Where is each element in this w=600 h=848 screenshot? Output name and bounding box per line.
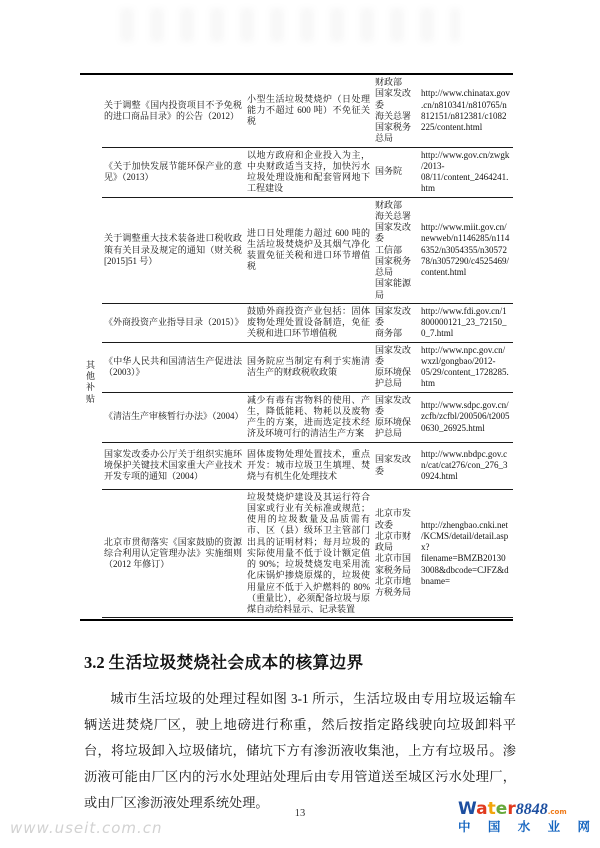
body-paragraph: 城市生活垃圾的处理过程如图 3-1 所示，生活垃圾由专用垃圾运输车辆送进焚烧厂区，驶上地磅进行称重，然后按指定路线驶向垃圾卸料平台，将垃圾卸入垃圾储坑，储坑下方有渗沥液收集池，上方有垃圾吊。渗沥液可能由厂区内的污水处理站处理后由专用管道送至城区污水处理厂，或由厂区渗沥液处理系统处理。 (84, 691, 516, 810)
policy-name-cell (102, 618, 245, 621)
policy-table-grid (80, 75, 513, 621)
section-number: 3.2 (84, 653, 105, 672)
agency-name: 国家能源局 (375, 278, 412, 300)
page-number: 13 (294, 808, 306, 819)
policy-name-cell: 国家发改委办公厅关于组织实施环境保护关键技术国家重大产业技术开发专项的通知（2004） (102, 442, 245, 489)
policy-name-cell: 《外商投资产业指导目录（2015）》 (102, 303, 245, 342)
policy-url-cell: http://www.chinatax.gov.cn/n810341/n810765/n812151/n812381/c1082225/content.html (419, 75, 513, 147)
agency-name: 北京市地方税务局 (375, 575, 412, 598)
table-row (80, 75, 513, 147)
agency-name: 国家发改委 (375, 305, 412, 327)
policy-url-cell: http://www.npc.gov.cn/wxzl/gongbao/2012-05/29/content_1728285.htm (419, 342, 513, 392)
policy-content-cell: 国务院应当制定有利于实施清洁生产的财政税收政策 (245, 342, 373, 392)
policy-url-cell (419, 618, 513, 621)
agency-name: 国家税务总局 (375, 122, 412, 144)
logo-subtitle (458, 821, 590, 834)
policy-content-cell: 小型生活垃圾焚烧炉（日处理能力不超过 600 吨）不免征关税 (245, 75, 373, 147)
policy-agency-cell (373, 392, 419, 442)
policy-content-cell: 鼓励外商投资产业包括：固体废物处理处置设备制造，免征关税和进口环节增值税 (245, 303, 373, 342)
policy-content-cell (245, 618, 373, 621)
policy-agency-cell (373, 489, 419, 618)
policy-url-cell: http://www.miit.gov.cn/newweb/n1146285/n1146352/n3054355/n3057278/n3057290/c4525469/content.html (419, 197, 513, 303)
logo-subtitle-char: 国 (487, 819, 501, 834)
section-heading (84, 649, 554, 673)
agency-name: 海关总署 (375, 110, 412, 121)
agency-name: 国务院 (375, 166, 403, 177)
agency-name: 国家发改委 (375, 344, 412, 366)
logo-brand-tld: .com (547, 808, 567, 816)
agency-name: 国家发改委 (375, 454, 412, 476)
agency-name: 北京市国家税务局 (375, 553, 412, 575)
section-title: 生活垃圾焚烧社会成本的核算边界 (108, 653, 364, 672)
table-row (80, 392, 513, 442)
logo-subtitle-char: 中 (458, 819, 471, 834)
policy-agency-cell (373, 303, 419, 342)
table-row (80, 197, 513, 303)
agency-name: 财政部 (375, 199, 403, 210)
agency-name: 北京市发改委 (375, 508, 412, 530)
policy-content-cell: 固体废物处理处置技术，重点开发：城市垃圾卫生填埋、焚烧与有机生化处理技术 (245, 442, 373, 489)
table-row (80, 147, 513, 197)
agency-name: 原环境保护总局 (375, 367, 412, 389)
agency-name: 国家税务总局 (375, 255, 412, 277)
agency-name: 海关总署 (375, 210, 412, 221)
agency-name: 国家发改委 (375, 88, 412, 110)
policy-agency-cell (373, 147, 419, 197)
policy-name-cell: 北京市贯彻落实《国家鼓励的资源综合利用认定管理办法》实施细则（2012 年修订） (102, 489, 245, 618)
agency-name: 商务部 (375, 328, 403, 339)
policy-content-cell: 减少有毒有害物料的使用、产生，降低能耗、物耗以及废物产生的方案，进而选定技术经济及环境可行的清洁生产方案 (245, 392, 373, 442)
policy-content-cell: 以地方政府和企业投入为主，中央财政适当支持，加快污水垃圾处理设施和配套管网地下工程建设 (245, 147, 373, 197)
policy-name-cell: 《清洁生产审核暂行办法》（2004） (102, 392, 245, 442)
policy-url-cell: http://www.gov.cn/zwgk/2013-08/11/content_2464241.htm (419, 147, 513, 197)
logo-letter: r (507, 799, 516, 819)
logo-letter: a (476, 799, 488, 819)
watermark-useit: www.useit.com.cn (10, 819, 163, 837)
policy-name-cell: 《中华人民共和国清洁生产促进法（2003）》 (102, 342, 245, 392)
table-row (80, 489, 513, 618)
policy-content-cell: 进口日处理能力超过 600 吨的生活垃圾焚烧炉及其烟气净化装置免征关税和进口环节增值税 (245, 197, 373, 303)
policy-agency-cell (373, 197, 419, 303)
agency-name: 国家发改委 (375, 222, 412, 244)
table-row (80, 342, 513, 392)
logo-brand-number: 8848 (515, 801, 548, 818)
policy-url-cell: http://www.nbdpc.gov.cn/cat/cat276/con_276_30924.html (419, 442, 513, 489)
agency-name: 原环境保护总局 (375, 417, 412, 439)
logo-subtitle-char: 水 (517, 819, 531, 834)
logo-brand-word (458, 799, 516, 819)
policy-table (80, 73, 513, 621)
agency-name: 工信部 (375, 244, 403, 255)
logo-subtitle-char: 业 (547, 819, 561, 834)
logo-subtitle-char: 网 (577, 819, 590, 834)
scan-artifact (120, 8, 460, 42)
agency-name: 财政部 (375, 77, 403, 87)
policy-agency-cell (373, 618, 419, 621)
logo-brand-line (458, 801, 596, 818)
logo-letter: t (487, 799, 496, 819)
policy-name-cell: 关于调整《国内投资项目不予免税的进口商品目录》的公告（2012） (102, 75, 245, 147)
category-label-cell: 其他补贴 (85, 359, 95, 404)
policy-agency-cell (373, 442, 419, 489)
water8848-logo (458, 801, 596, 834)
policy-content-cell: 垃圾焚烧炉建设及其运行符合国家或行业有关标准或规范；使用的垃圾数量及品质需有市、区（县）级环卫主管部门出具的证明材料；每月垃圾的实际使用量不低于设计额定值的 90%；垃圾焚烧发电采用流化床锅炉掺烧原煤的，垃圾使用量应不低于入炉燃料的 80%（重量比），必须配备垃圾与原煤自动给料显示、记录装置 (245, 489, 373, 618)
policy-agency-cell (373, 342, 419, 392)
policy-url-cell: http://www.sdpc.gov.cn/zcfb/zcfbl/200506/t20050630_26925.html (419, 392, 513, 442)
policy-name-cell: 关于调整重大技术装备进口税收政策有关目录及规定的通知（财关税[2015]51 号） (102, 197, 245, 303)
table-row (80, 618, 513, 621)
policy-agency-cell (373, 75, 419, 147)
table-row (80, 442, 513, 489)
agency-name: 国家发改委 (375, 394, 412, 416)
agency-name: 北京市财政局 (375, 530, 412, 553)
policy-table-body (80, 75, 513, 621)
policy-name-cell: 《关于加快发展节能环保产业的意见》（2013） (102, 147, 245, 197)
policy-url-cell: http://www.fdi.gov.cn/1800000121_23_72150_0_7.html (419, 303, 513, 342)
logo-letter: e (495, 799, 508, 819)
policy-url-cell: http://zhengbao.cnki.net/KCMS/detail/detail.aspx?filename=BMZB201303008&dbcode=CJFZ&dbname= (419, 489, 513, 618)
table-row (80, 303, 513, 342)
logo-letter: W (458, 799, 477, 819)
